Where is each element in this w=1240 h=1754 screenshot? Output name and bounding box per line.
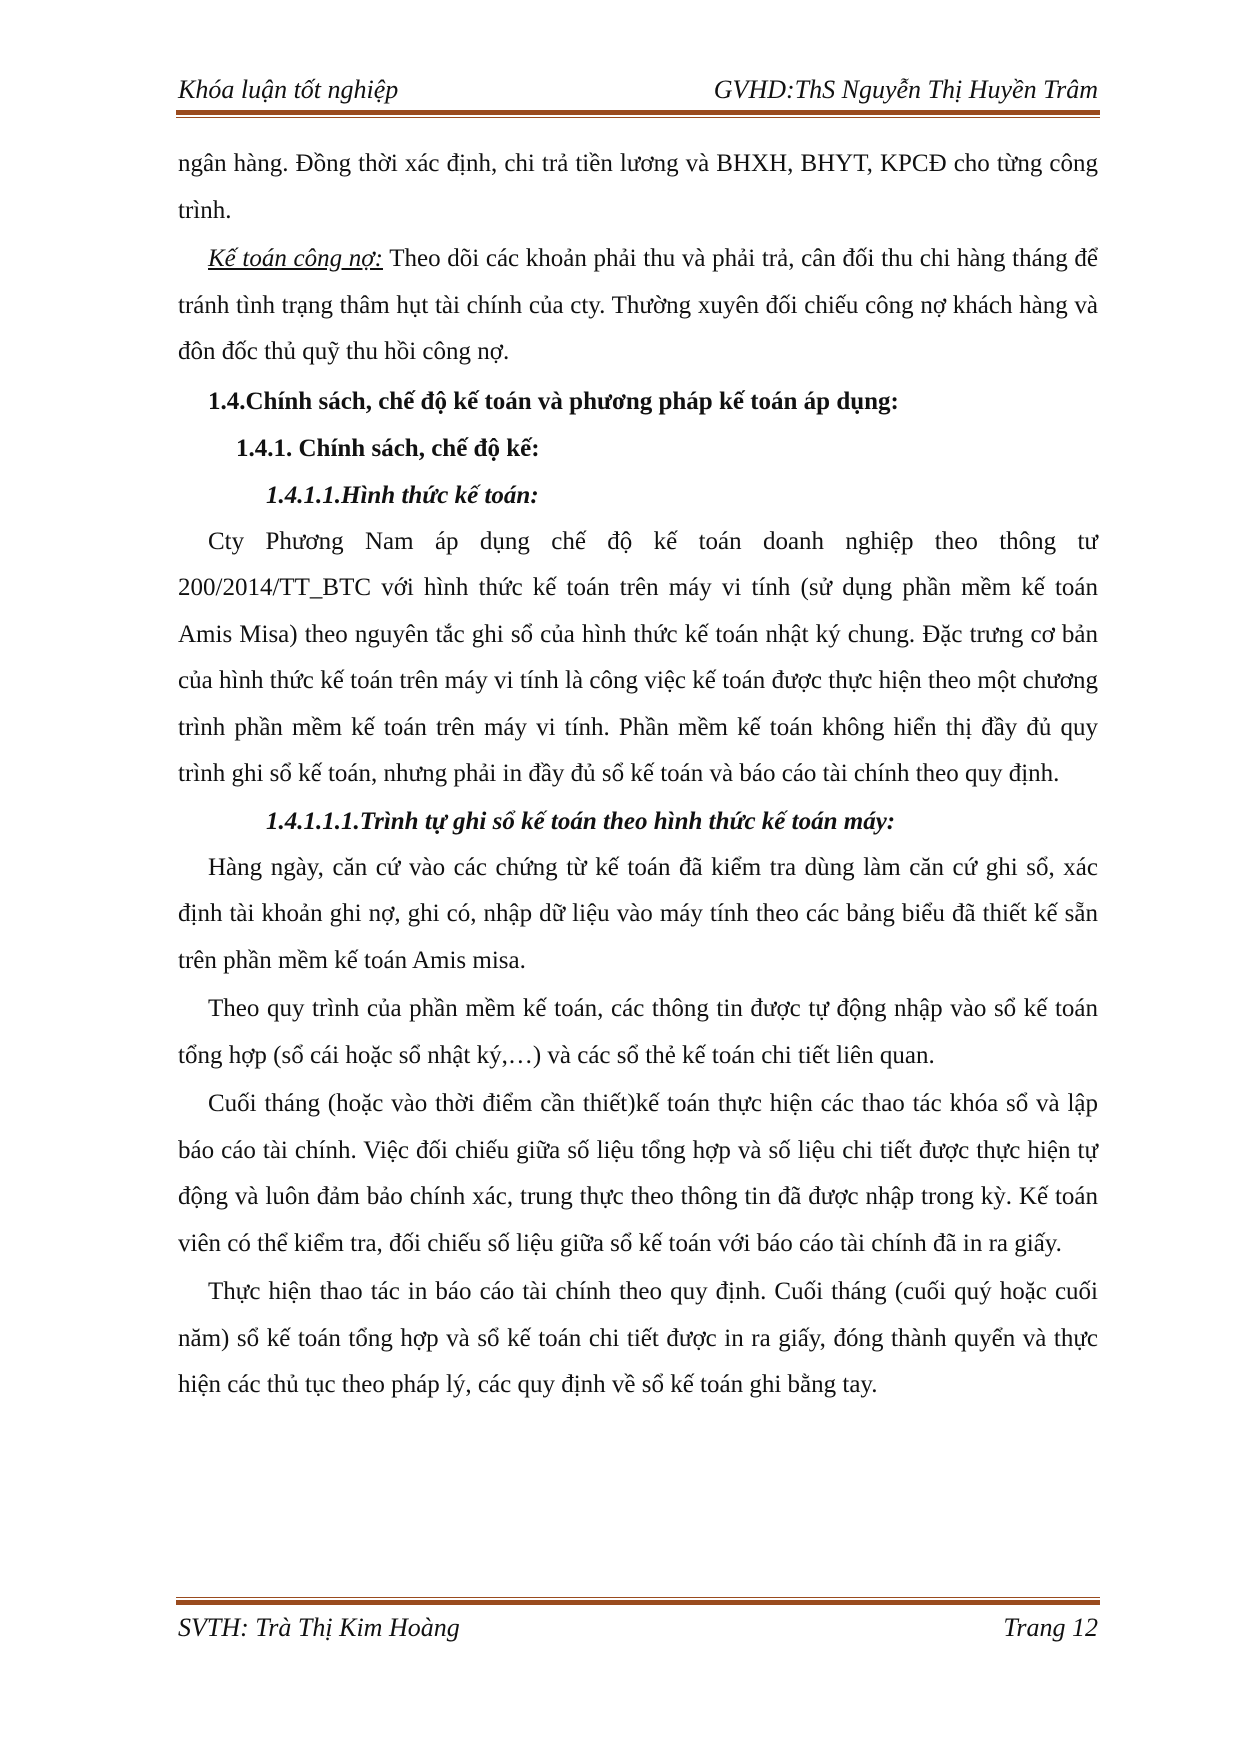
heading-1-4-1-1: 1.4.1.1.Hình thức kế toán:	[266, 481, 539, 509]
debt-accounting-text: Theo dõi các khoản phải thu và phải trả, cân đối thu chi hàng tháng để tránh tình trạng thâm hụt tài chính của cty. Thường xuyên đối chiếu công nợ khách hàng và đôn đốc thủ quỹ thu hồi công nợ.	[178, 245, 1098, 365]
heading-1-4-1: 1.4.1. Chính sách, chế độ kế:	[236, 434, 540, 462]
paragraph-software-process: Theo quy trình của phần mềm kế toán, các thông tin được tự động nhập vào sổ kế toán tổng hợp (sổ cái hoặc sổ nhật ký,…) và các sổ thẻ kế toán chi tiết liên quan.	[178, 995, 1098, 1069]
header-thesis-title: Khóa luận tốt nghiệp	[178, 75, 399, 104]
header-rule-thin	[176, 117, 1100, 118]
header-advisor: GVHD:ThS Nguyễn Thị Huyền Trâm	[713, 75, 1098, 104]
paragraph-printing: Thực hiện thao tác in báo cáo tài chính theo quy định. Cuối tháng (cuối quý hoặc cuối năm) sổ kế toán tổng hợp và sổ kế toán chi tiết được in ra giấy, đóng thành quyển và thực hiện các thủ tục theo pháp lý, các quy định về sổ kế toán ghi bằng tay.	[178, 1278, 1098, 1398]
footer-rule-thin	[176, 1597, 1100, 1598]
page-header	[178, 74, 1098, 106]
page-body	[178, 140, 1098, 1409]
page-footer	[178, 1612, 1098, 1644]
footer-page-number: Trang 12	[1003, 1613, 1098, 1642]
heading-1-4: 1.4.Chính sách, chế độ kế toán và phương pháp kế toán áp dụng:	[208, 387, 899, 415]
footer-student: SVTH: Trà Thị Kim Hoàng	[178, 1613, 460, 1642]
debt-accounting-label: Kế toán công nợ:	[208, 245, 383, 272]
footer-rule-thick	[176, 1600, 1100, 1605]
paragraph-accounting-form: Cty Phương Nam áp dụng chế độ kế toán doanh nghiệp theo thông tư 200/2014/TT_BTC với hình thức kế toán trên máy vi tính (sử dụng phần mềm kế toán Amis Misa) theo nguyên tắc ghi sổ của hình thức kế toán nhật ký chung. Đặc trưng cơ bản của hình thức kế toán trên máy vi tính là công việc kế toán được thực hiện theo một chương trình phần mềm kế toán trên máy vi tính. Phần mềm kế toán không hiển thị đầy đủ quy trình ghi sổ kế toán, nhưng phải in đầy đủ sổ kế toán và báo cáo tài chính theo quy định.	[178, 527, 1098, 787]
paragraph-daily-entry: Hàng ngày, căn cứ vào các chứng từ kế toán đã kiểm tra dùng làm căn cứ ghi sổ, xác định tài khoản ghi nợ, ghi có, nhập dữ liệu vào máy tính theo các bảng biểu đã thiết kế sẵn trên phần mềm kế toán Amis misa.	[178, 853, 1098, 974]
header-rule-thick	[176, 110, 1100, 115]
paragraph-continuation: ngân hàng. Đồng thời xác định, chi trả tiền lương và BHXH, BHYT, KPCĐ cho từng công trình.	[178, 150, 1098, 224]
heading-1-4-1-1-1: 1.4.1.1.1.Trình tự ghi sổ kế toán theo hình thức kế toán máy:	[266, 807, 896, 835]
paragraph-month-end: Cuối tháng (hoặc vào thời điểm cần thiết)kế toán thực hiện các thao tác khóa sổ và lập báo cáo tài chính. Việc đối chiếu giữa số liệu tổng hợp và số liệu chi tiết được thực hiện tự động và luôn đảm bảo chính xác, trung thực theo thông tin đã được nhập trong kỳ. Kế toán viên có thể kiểm tra, đối chiếu số liệu giữa sổ kế toán với báo cáo tài chính đã in ra giấy.	[178, 1090, 1098, 1257]
paragraph-debt-accounting	[178, 236, 1098, 376]
